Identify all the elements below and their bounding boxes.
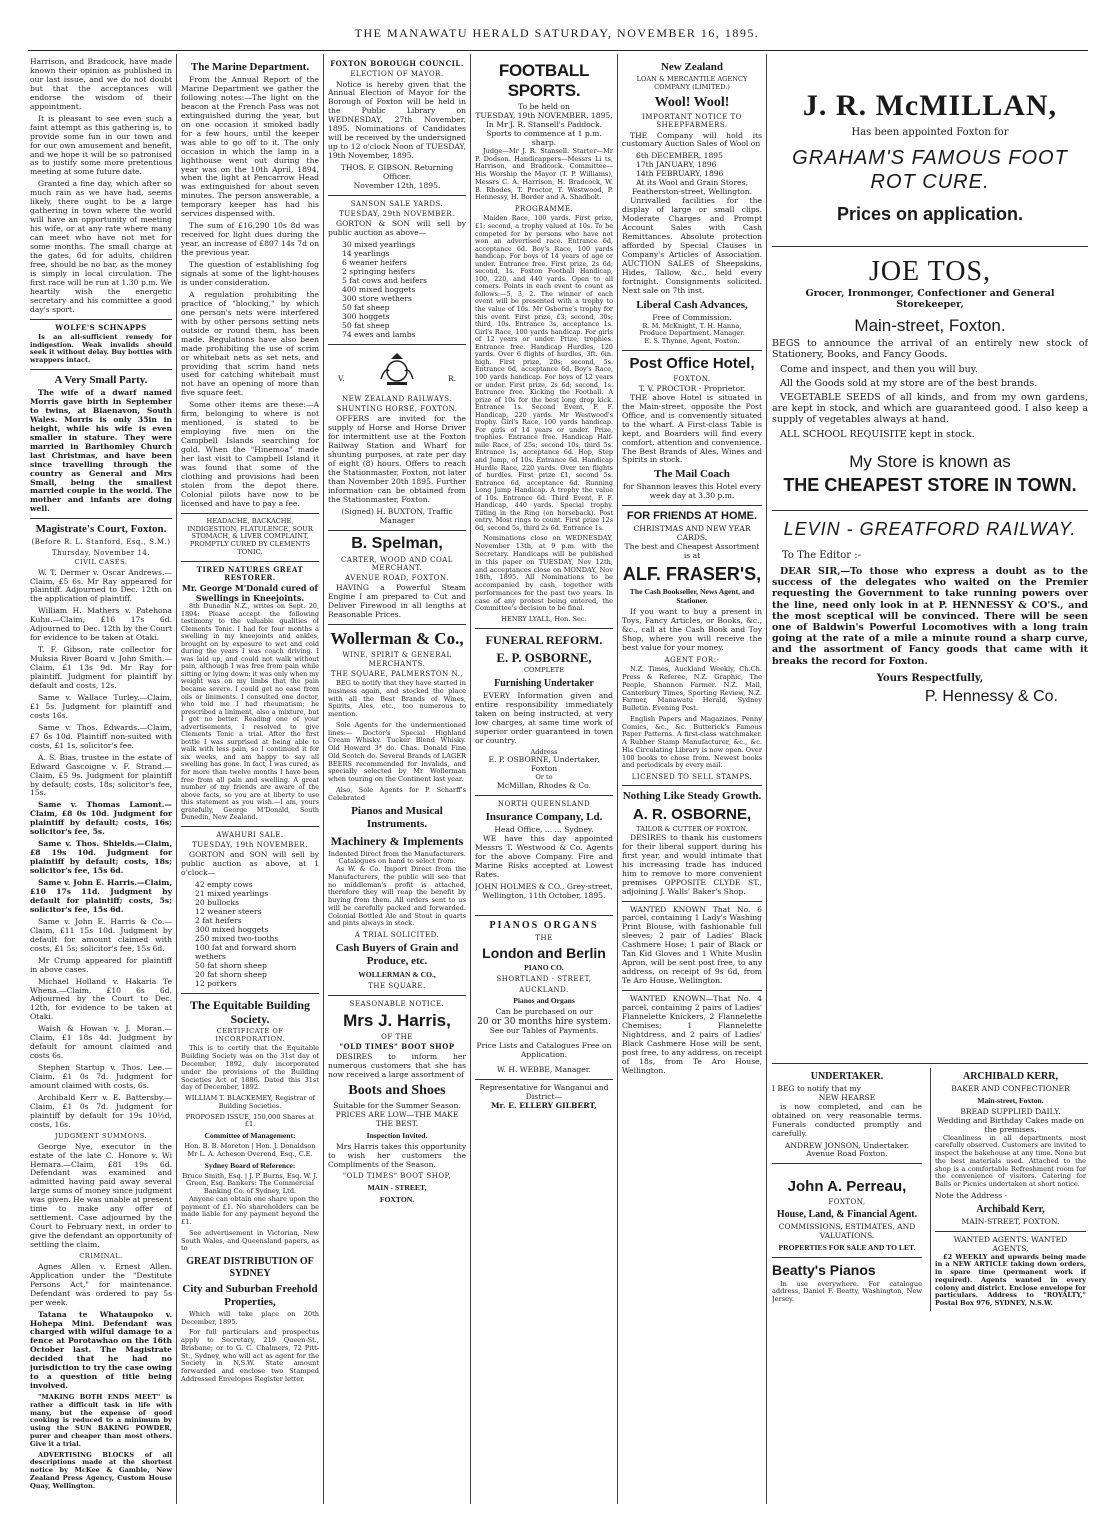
ad-heading: City and Suburban Freehold Properties, <box>182 1282 318 1308</box>
masthead: THE MANAWATU HERALD SATURDAY, NOVEMBER 16, 1895. <box>354 26 760 40</box>
ad-text: THE SQUARE. <box>368 982 426 991</box>
ad-heading: Pianos and Musical Instruments. <box>351 805 443 831</box>
column-ads-1 <box>328 58 466 1503</box>
ad-text: is now completed, and can be obtained on very reasonable terms. Funerals conducted promptly and carefully. <box>772 1101 922 1138</box>
list-item: 17th JANUARY, 1896 <box>636 160 717 170</box>
ad-heading: P. Hennessy & Co. <box>924 687 1058 705</box>
ad-text: WE have this day appointed Messrs T. Westwood & Co. Agents for the above Company. Fire and Marine Risks accepted at Lowest Rates. <box>475 834 613 879</box>
ad-text: PRICES ARE LOW—THE MAKE THE BEST. <box>335 1109 459 1128</box>
ad-text: HAVING a Powerful Steam Engine I am prepared to Cut and Deliver Firewood in all lengths at Reasonable Prices. <box>328 583 466 620</box>
ad-text: OFFERS are invited for the supply of Horse and Horse Driver for intermittent use at the Foxton Railway Station and Wharf for shunting purposes, at rate per day of eight (8) hours. Offers to reach the Stationmaster, Foxton, not later than November 20th 1895. Further information can be obtained from the Stationmaster, Foxton. <box>328 414 466 504</box>
ad-text: Note the Address - <box>935 1190 1008 1200</box>
ad-heading: Archibald Kerr, <box>976 1203 1045 1215</box>
list-item: 74 ewes and lambs <box>342 329 416 339</box>
list-item: 300 store wethers <box>342 294 412 304</box>
ad-heading: London and Berlin <box>482 944 606 961</box>
list-item: 14th FEBRUARY, 1896 <box>636 169 724 179</box>
ad-text: PROPOSED ISSUE, 150,000 Shares at £1. <box>185 1112 315 1129</box>
ad-subtitle: IMPORTANT NOTICE TO SHEEPFARMERS. <box>642 113 742 130</box>
ad-heading: John A. Perreau, <box>787 1178 907 1196</box>
ad-heading: Sydney Board of Reference: <box>204 1160 296 1170</box>
article-text: The question of establishing fog signals at some of the light-houses is under consideration. <box>181 260 319 287</box>
ad-text: Nominations close on WEDNESDAY, November 13th, at 9 p.m. with the Secretary. Handicaps will be published in this paper on TUESDAY, Nov 12th, and acceptances close on MONDAY, Nov 18th, 1895. All Nominations to be accompanied by cash, together with performances for the past two years. In case of any protest being entered, the Committee's decision to be final. <box>475 534 613 613</box>
ad-text: R. M. McKnight, T. H. Hanna, <box>642 321 742 330</box>
ad-text: All the Goods sold at my store are of the best brands. <box>780 377 1038 389</box>
article-text: A regulation prohibiting the practice of "blocking," by which one person's nets were interfered with by other persons setting nets outside or round them, has been made. Regulations have also been made prohibiting the use of scrim or whitebait nets as set nets, and providing that scrim hand nets used for catching whitebait must not have an opening of more than five square feet. <box>181 289 319 398</box>
ad-text: WILLIAM T. BLACKEMEY, Registrar of Building Societies. <box>185 1094 315 1110</box>
ad-text: Maiden Race, 100 yards. First prize, £1; second, a trophy valued at 10s. To be competed for by persons who have not won an advertised race. Entrance 6d, acceptance 6d. Boy's Race, 100 yards handicap. For boys of 14 years of age or under. Entrance free. First prize, 2s 6d; second, 1s. Foxton Football Handicap, 100, 220, and 440 yards. Open to all comers. Points in each event to count as follows:—5, 3, 2. The winner of each event will be presented with a trophy to the value of 10s. Mr Osborne's trophy for this event. First prize, £3; second, 30s; third, 10s. Entrance 3s, acceptance 1s. Girl's Race, 100 yards handicap. For girls of 12 years or under. Prize, trophies. Entrance free. Handicap Hurdles, 120 yards. Over 6 flights of hurdles, 3ft. 6in. high. First prize, 20s; second, 5s. Entrance 6d, acceptance 6d. Boy's Race, 100 yards handicap. For boys of 12 years or under. First prize, 2s 6d; second, 1s. Entrance free. Kicking the Football. A prize of 10s for the best long drop kick. Entrance 1s. Second Event, F. F. Handicap, 220 yards. Mr Westwood's trophy. Girl's Race, 100 yards handicap. For girls of 14 years or under. Prize, trophies. Entrance free. Handicap Half-mile Race, of 25s; second 10s, third 5s. Entrance 1s, acceptance 6d. Hop, Step and Jump, of 10s. Entrance 6d. Handicap Hurdle Race, 220 yards. Over ten flights of hurdles. First prize £1, second 5s. Entrance 6d, acceptance 6d. Running Long Jump Handicap. A trophy the value of 10s. Entrance 6d. Third Event, F. F. Handicap, 440 yards. Special trophy. Tilting in the Ring (on horseback). Post entry. Most rings to count. First prize 12s 6d, second 5s, third 2s 6d. Entrance 1s. <box>475 214 613 532</box>
ad-heading: PIANO CO. <box>524 963 564 973</box>
section-label: CERTIFICATE OF INCORPORATION. <box>215 1026 285 1043</box>
crest-icon <box>377 349 417 389</box>
ad-text: THE above Hotel is situated in the Main-street, opposite the Post Office, and is conveniently situated to the wharf. A First-class Table is kept, and Boarders will find every comfort, attention and convenience. The Best Brands of Ales, Wines and Spirits in stock. <box>622 392 762 465</box>
ad-heading: PROPERTIES FOR SALE AND TO LET. <box>778 1243 916 1253</box>
ad-subtitle: AVENUE ROAD, FOXTON. <box>345 574 449 583</box>
ad-text: N.Z. Times, Auckland Weekly, Ch.Ch. Press & Referee, N.Z. Graphic, The People, Shannon Farmer. N.Z. Mail, Canterbury Times, Sporting Review, N.Z. Farmer, Manawatu Herald, Sydney Bulletin. Evening Post. <box>622 665 762 713</box>
crest-letter-r: R. <box>447 373 456 383</box>
ad-heading: Mr. George M'Donald cured of Swellings in Kneejoints. <box>182 583 318 603</box>
section-label: CIVIL CASES. <box>74 557 128 566</box>
list-item: 2 springing heifers <box>342 267 416 277</box>
ad-heading: The Cash Bookseller, News Agent, and Stationer. <box>629 587 755 606</box>
ad-heading: ARCHIBALD KERR, <box>962 1071 1058 1082</box>
ad-text: Which will take place on 20th December, 1895. <box>181 1309 319 1326</box>
ad-text: Price Lists and Catalogues Free on Application. <box>476 1041 612 1060</box>
ad-title: AWAHURI SALE. <box>216 830 284 839</box>
list-item: 12 porkers <box>195 978 237 988</box>
ad-heading: Cash Buyers of Grain and Produce, etc. <box>335 942 459 968</box>
ad-text: As W. & Co. Import Direct from the Manufacturers, the public will see that no middleman's profit is attached, therefore they will reap the benefit by buying from them. All orders sent to us will be carefully packed and forwarded. Colonial Bottled Ale and Stout in quarts and pints always in stock. <box>328 865 466 928</box>
list-item: 300 hoggets <box>342 311 390 321</box>
ad-text: Mr. E. ELLERY GILBERT, <box>491 1101 597 1111</box>
ad-text: Unrivalled facilities for the display of large or small clips. Moderate Charges and Prompt Account Sales with Cash Remittances. Absolute protection afforded by Special Clauses in Company's Articles of Association. AUCTION SALES of Sheepskins, Hides, Tallow, &c., held every fortnight. Consignments solicited. Next sale on 7th inst. <box>622 196 762 295</box>
article-text: It is pleasant to see even such a faint attempt as this gathering is, to provide some fun in our town and for our own amusement and benefit, and we hope it will be so patronised as to justify some more pretentious meeting at some future date. <box>30 113 172 177</box>
ad-text: Wedding and Birthday Cakes made on the premises. <box>936 1115 1085 1134</box>
ad-text: Sports to commence at 1 p.m. sharp. <box>486 128 602 147</box>
case-entry: Tatana te Whataupoko v. Hohepa Mini. Defendant was charged with wilful damage to a fence at Porotawhao on the 16th October last. The Magistrate decided that he had no jurisdiction to try the case owing to a question of title being involved. <box>30 1309 172 1391</box>
ad-text: DESIRES to inform her numerous customers that she has now received a large assortment of <box>328 1052 466 1080</box>
ad-subtitle: CARTER, WOOD AND COAL MERCHANT. <box>341 555 453 572</box>
ad-text: For full particulars and prospectus apply to Secretary, 219 Queen-St., Brisbane; or to G. C. Chalmers, 72 Pitt-St., Sydney, who will act as agent for the Society in N.S.W. State amount forwarded and enclose two Stamped Addressed Envelopes Register letter. <box>181 1328 319 1383</box>
ad-text: E. S. Thynne, Agent, Foxton. <box>644 337 740 346</box>
ad-text: CHRISTMAS AND NEW YEAR CARDS. <box>633 524 751 543</box>
ad-heading: J. R. McMILLAN, <box>802 89 1058 122</box>
list-item: 2 fat heifers <box>195 916 242 925</box>
case-entry: Same v. Thos. Shields.—Claim, £8 19s 10d. Judgment for plaintiff by default; costs, 18s; solicitor's fee, 15s 6d. <box>30 839 172 876</box>
ad-text: In Mr J. R. Stansell's Paddock. <box>485 120 603 129</box>
list-item: 250 mixed two-tooths <box>195 933 279 943</box>
column-ads-4 <box>772 58 1088 1503</box>
case-entry: Stephen Startup v. Thos. Lee.—Claim, £1 0s 7d. Judgment for amount claimed with costs, 6s. <box>30 1063 172 1091</box>
ad-text: GORTON & SON will sell by public auction as above— <box>328 219 466 238</box>
ad-text: FOXTON, <box>828 1198 866 1207</box>
ad-text: To be held on <box>518 102 570 112</box>
article-date: Thursday, November 14. <box>51 548 151 557</box>
sub-column-left <box>772 1068 922 1307</box>
ad-heading: FOXTON. <box>379 1194 415 1204</box>
ad-title: SEASONABLE NOTICE. <box>349 999 445 1008</box>
ad-text: Anyone can obtain one share upon the payment of £1. No shareholders can be made liable for any payment beyond the £1. <box>181 1194 319 1227</box>
list-item: 20 fat shorn sheep <box>195 969 267 979</box>
list-item: 6 weaner heifers <box>342 258 407 268</box>
ad-text: At its Wool and Grain Stores, Featherston-street, Wellington. <box>631 178 752 197</box>
ad-text: Suitable for the Summer Season. <box>333 1100 461 1110</box>
ad-subtitle: PROGRAMME. <box>514 205 574 214</box>
ad-text: LOAN & MERCANTILE AGENCY COMPANY (LIMITED.) <box>636 74 748 91</box>
ad-text: Notice is hereby given that the Annual Election of Mayor for the Borough of Foxton will be held in the Public Library on WEDNESDAY, 27th November, 1895. Nominations of Candidates will be received by the undersigned up to 12 o'clock Noon of TUESDAY, 19th November, 1895. <box>328 79 466 161</box>
ad-heading: Liberal Cash Advances, <box>636 298 748 311</box>
list-item: 20 bullocks <box>195 898 240 908</box>
ad-text: ALL SCHOOL REQUISITE kept in stock. <box>780 428 975 440</box>
ad-text: Has been appointed Foxton for <box>851 127 1009 139</box>
article-text: The sum of £16,290 10s 8d was received for light dues during the year, an increase of £807 14s 7d on the previous year. <box>181 221 319 258</box>
case-entry: Same v. Wallace Turley.—Claim, £1 5s. Judgment for plaintiff and costs 16s. <box>30 692 172 720</box>
list-item: 300 mixed hoggets <box>195 924 269 934</box>
article-text: Granted a fine day, which after so much rain as we have had, seems likely, there ought to be a large gathering in town where the world will have an opportunity of meeting his wife, or at any rate where many can meet who have not met for some months. The small charge at the gates, 6d for adults, children free, should be no bar, as the money is simply in local circulation. The first race will be run at 1.30 p.m. We heartily wish the energetic secretary and his committee a good day's sport. <box>30 179 172 314</box>
ad-text: JOHN HOLMES & CO., Grey-street, Wellington, 11th October, 1895. <box>475 881 613 900</box>
ad-heading: Prices on application. <box>836 204 1024 225</box>
article-heading: A Very Small Party. <box>54 374 148 386</box>
ad-text: T. V. PROCTOR - Proprietor. <box>638 383 746 393</box>
list-item: 21 mixed yearlings <box>195 889 269 899</box>
article-subheading: (Before R. L. Stanford, Esq., S.M.) <box>31 538 171 547</box>
ad-text: ANDREW JONSON, Undertaker. Avenue Road Foxton. <box>784 1140 910 1159</box>
ad-text: AUCKLAND. <box>519 985 569 994</box>
ad-heading: Furnishing Undertaker <box>494 678 594 690</box>
ad-text: Cleanliness in all departments most carefully observed. Customers are invited to inspect the bakehouse at any time. None but the best materials used. Attached to the shop is a comfortable Refreshment room for the convenience of visitors. Catering for Balls or Picnics undertaken at short notice. <box>935 1133 1086 1189</box>
ad-text: English Papers and Magazines, Penny Comics, &c., &c. Butterick's Famous Paper Patterns. A first-class watchmaker. A Rubber Stamp Manufacturer, &c., &c. His Circulating Library is now open. Over 100 books to chose from. Newest books and periodicals by every mail. <box>622 714 762 770</box>
ad-heading: LEVIN - GREATFORD RAILWAY. <box>783 519 1077 539</box>
ad-heading: E. P. OSBORNE, <box>496 650 592 666</box>
ad-text: Indented Direct from the Manufacturers. Catalogues on hand to select from. <box>328 849 466 866</box>
ad-heading: Beatty's Pianos <box>772 1262 876 1279</box>
ad-title: NEW ZEALAND RAILWAYS. <box>342 394 452 403</box>
ad-heading: WOLLERMAN & CO., <box>358 970 436 980</box>
ad-text: EVERY Information given and entire responsibility immediately taken on being instructed, at very low charges, at same time work of superior order guaranteed in town or country. <box>475 690 613 745</box>
ad-title: TIRED NATURES GREAT RESTORER. <box>196 564 304 582</box>
masthead-rule <box>28 50 1088 51</box>
ad-text: GORTON and SON will sell by public auction as above, at 1 o'clock— <box>181 850 319 878</box>
ad-text: See advertisement in Victorian, New South Wales, and Queensland papers, as to <box>181 1228 319 1253</box>
list-item: 100 fat and forward shorn wethers <box>195 942 297 961</box>
ad-text: Free of Commission. <box>652 312 732 322</box>
divider <box>772 1063 1088 1064</box>
ad-heading: FOOTBALL SPORTS. <box>498 61 590 101</box>
ad-heading: MAIN - STREET, <box>367 1182 427 1192</box>
case-entry: Same v. John E. Harris & Co.—Claim, £11 15s 10d. Judgment by default for amount claimed with costs, £1 5s; solicitor's fee, 15s 6d. <box>30 916 172 953</box>
ad-text: OF THE <box>381 1032 413 1041</box>
ad-text: Head Office, ... ... Sydney. <box>494 825 594 835</box>
ad-text: WANTED AGENTS. WANTED AGENTS. <box>953 1234 1068 1253</box>
ad-text: THOS. F. GIBSON. Returning Officer. <box>340 163 454 182</box>
ad-date: TUESDAY, 19th NOVEMBER. <box>192 841 308 850</box>
ad-text: Is an all-sufficient remedy for indigestion. Weak invalids should seek it without delay. Buy bottles with wrappers intact. <box>30 332 172 365</box>
ad-heading: My Store is known as <box>849 451 1011 471</box>
ad-heading: ALF. FRASER'S, <box>622 564 762 585</box>
article-text: Harrison, and Bradcock, have made known their opinion as published in our last issue, and we do not doubt but that the acceptances will endorse the wisdom of their appointment. <box>30 58 172 111</box>
ad-heading: JOE TOS, <box>868 255 992 287</box>
ad-text: ADVERTISING BLOCKS of all descriptions made at the shortest notice by McKee & Gamble, New Zealand Press Agency, Custom House Quay, Wellington. <box>30 1450 172 1490</box>
ad-text: BEG to notify that they have started in business again, and stocked the place with all the Best Brands of Wines, Spirits, Ales, etc., too numerous to mention. <box>328 679 466 719</box>
section-label: JUDGMENT SUMMONS. <box>54 1131 148 1140</box>
ad-heading: Nothing Like Steady Growth. <box>622 790 762 803</box>
ad-subtitle: WINE, SPIRIT & GENERAL MERCHANTS. <box>342 651 452 668</box>
ad-text: WANTED KNOWN—That No. 4 parcel, containing 2 pairs of Ladies' Flannelette Knickers, 2 Flannelette Chemises; 1 Flannelette Nightdress, and 2 pairs of Ladies' Black Cashmere Hose will be sent, post free, to any address, on receipt of 18s, from Te Aro House, Wellington. <box>622 994 762 1075</box>
list-item: 50 fat shorn sheep <box>195 960 267 970</box>
list-item: 50 fat sheep <box>342 320 390 330</box>
royal-crest <box>328 349 466 393</box>
ad-text: SHORTLAND - STREET, <box>496 975 592 984</box>
ad-heading: Wool! Wool! <box>654 94 730 110</box>
ad-text: THE Company will hold its customary Auction Sales of Wool on <box>622 130 762 149</box>
case-entry: A. S. Bias, trustee in the estate of Edward Gascoigne v. F. Strand.—Claim, £5 9s. Judgment for plaintiff by default; costs, 18s; solicitor's fee, 15s. <box>30 752 172 798</box>
ad-text: FOXTON. <box>673 374 711 383</box>
ad-text: Produce Department. Manager. <box>639 329 745 338</box>
crest-letter-v: V. <box>338 373 345 383</box>
case-entry: Agnes Allen v. Ernest Allen. Application under the "Destitute Persons Act," for maintenance. Defendant was ordered to pay 5s per week. <box>30 1261 172 1307</box>
ad-heading: Main-street, Foxton. <box>977 1095 1044 1105</box>
ad-text: Representative for Wanganui and District— <box>479 1083 609 1102</box>
ad-heading: GREAT DISTRIBUTION OF SYDNEY <box>186 1256 314 1280</box>
ad-heading: Main-street, Foxton. <box>854 316 1006 336</box>
ad-text: HEADACHE, BACKACHE, INDIGESTION, FLATULENCE, SOUR STOMACH, & LIVER COMPLAINT, PROMPTLY CURED BY CLEMENTS TONIC. <box>187 516 313 556</box>
ad-text: The best and Cheapest Assortment is at <box>624 542 760 561</box>
ad-text: Sole Agents for the undermentioned lines:— Doctor's Special Highland Cream Whisky. Tucker Blend Whisky. Old Howard 3* do. Chas. Donald Fine Old Scotch do. Several Brands of LAGER BEERS recommended for Invalids, and specially selected by Mr Wollerman when touring on the Continent last year. <box>328 720 466 784</box>
ad-title: SANSON SALE YARDS. <box>350 199 444 208</box>
case-entry: Archibald Kerr v. E. Battersby.—Claim, £1 0s 7d. Judgment for plaintiff by default for 19s 10½d, costs, 16s. <box>30 1093 172 1129</box>
ad-text: VEGETABLE SEEDS of all kinds, and from my own gardens, are kept in stock, and which are guaranteed good. I also keep a supply of vegetables always at hand. <box>772 391 1088 426</box>
ad-text: Bruce Smith, Esq. | J. P. Burns, Esq. W. J. Green, Esq. Bankers: The Commercial Banking Co. of Sydney, Ltd. <box>182 1171 318 1196</box>
ad-text: Come and inspect, and then you will buy. <box>780 363 978 375</box>
ad-text: (Signed) H. BUXTON, Traffic Manager <box>341 506 453 525</box>
ad-title: NORTH QUEENSLAND <box>497 800 591 809</box>
ad-heading: New Zealand <box>660 61 724 73</box>
ad-text: Judge—Mr J. R. Stansell. Starter—Mr P. Dodson. Handicappers—Messrs Li ts, Harrison, and Bradcock. Committee—His Worship the Mayor (T. P. Williams), Messrs C. A. Harrison, H. Bradcock, W. B. Rhodes, T. Proctor, T. Westwood, P. Hennessy, H. Border and A. Shadbolt. <box>475 146 613 202</box>
column-ads-3 <box>622 58 762 1503</box>
ad-text: 20 or 30 months hire system. <box>477 1016 611 1027</box>
ad-text: Also, Sole Agents for P. Scharff's Celebrated <box>328 785 466 802</box>
case-entry: George Nye, executor in the estate of the late C. Honore v. Wi Hemara.—Claim, £81 19s 6d. Defendant was examined and admitted having paid away several large sums of money since judgment was given. He was unable at present time to make any offer of settlement. Case adjourned by the Court to February next, in order to give the defendant an opportunity of settling the claim. <box>30 1141 172 1250</box>
ad-text: NEW HEARSE <box>818 1092 876 1102</box>
ad-title: WOLFE'S SCHNAPPS <box>55 322 147 332</box>
column-divider <box>766 54 767 1504</box>
column-divider <box>323 54 324 1504</box>
ad-text: Can be purchased on our <box>495 1006 593 1016</box>
ad-heading: House, Land, & Financial Agent. <box>776 1209 918 1221</box>
case-entry: Michael Holland v. Hakaria Te Whena.—Claim, £10 6s 6d. Adjourned by the Court to Dec. 12th, for evidence to be taken at Otaki. <box>30 976 172 1022</box>
ad-text: for Shannon leaves this Hotel every week day at 3.30 p.m. <box>623 482 761 501</box>
ad-heading: Machinery & Implements <box>330 834 464 849</box>
case-entry: Mr Crump appeared for plaintiff in above cases. <box>30 955 172 974</box>
list-item: 12 weaner steers <box>195 907 262 917</box>
column-ads-2 <box>475 58 613 1503</box>
case-entry: Same v. Thos. Edwards.—Claim, £7 6s 10d. Plaintiff non-suited with costs, £1 1s, solicitor's fee. <box>30 722 172 750</box>
ad-text: Grocer, Ironmonger, Confectioner and General Storekeeper, <box>805 287 1055 310</box>
ad-heading: The Equitable Building Society. <box>189 997 311 1026</box>
ad-heading: Pianos and Organs <box>513 995 575 1005</box>
ad-heading: FUNERAL REFORM. <box>485 632 603 647</box>
article-text: The wife of a dwarf named Morris gave birth in September to twins, at Blaenavon, South Wales. Morris is only 35in in height, while his wife is even smaller in stature. They were married in Barthomley Church last Christmas, and have been since travelling through the country as General and Mrs Small, being the smallest married couple in the world. The mother and infants are doing well. <box>30 387 172 514</box>
ad-text: BREAD SUPPLIED DAILY. <box>960 1106 1061 1116</box>
ad-heading: A. R. OSBORNE, <box>632 806 752 824</box>
list-item: 30 mixed yearlings <box>342 240 416 250</box>
ad-text: November 12th, 1895. <box>353 180 441 190</box>
ad-text: BAKER AND CONFECTIONER <box>951 1083 1070 1093</box>
ad-text: Yours Respectfully, <box>876 672 984 684</box>
ad-text: If you want to buy a present in Toys, Fancy Articles, or Books, &c., &c., call at the Cash Book and Toy Shop, where you will receive the best value for your money. <box>622 607 762 653</box>
ad-title: FOXTON BOROUGH COUNCIL. <box>330 59 464 68</box>
ad-text: THE <box>535 933 553 942</box>
ad-heading: Mrs J. Harris, <box>343 1010 451 1030</box>
list-item: 50 fat sheep <box>342 303 390 313</box>
ad-text: DESIRES to thank his customers for their liberal support during his first year, and would intimate that his increasing trade has induced him to remove to more convenient premises OPPOSITE CLYDE ST., adjoining J. Walls' Baker's Shop. <box>622 832 762 896</box>
ad-text: This is to certify that the Equitable Building Society was on the 31st day of December, 1892, duly incorporated under the provisions of the Building Societies Act of 1886. Dated this 31st day of December, 1892. <box>181 1044 319 1092</box>
ad-text: In use everywhere. For catalogue address, Daniel F. Beatty, Washington, New Jersey. <box>772 1279 922 1304</box>
column-marine <box>181 58 319 1503</box>
case-entry: Walsh & Howan v. J. Moran.—Claim, £1 18s 4d. Judgment by default for amount claimed and costs 6s. <box>30 1024 172 1061</box>
case-entry: T. F. Gibson, rate collector for Muksia River Board v. John Smith.—Claim, £1 13s 9d. Mr Ray for plaintiff. Judgment for plaintiff by default and costs, 12s. <box>30 645 172 690</box>
ad-text: Or to <box>535 773 553 782</box>
case-entry: W. T. Dermer v. Oscar Andrews.—Claim, £5 6s. Mr Ray appeared for plaintiff. Adjourned to Dec. 12th on the application of plaintiff. <box>30 567 172 604</box>
ad-subtitle: THE SQUARE, PALMERSTON N., <box>330 669 464 678</box>
ad-heading: Insurance Company, Ld. <box>485 811 603 824</box>
ad-date: TUESDAY, 29th NOVEMBER. <box>339 210 455 219</box>
ad-heading: Post Office Hotel, <box>629 354 755 372</box>
case-entry: William H. Mathers v. Patehona Kuhu.—Claim, £16 17s 6d. Adjourned to Dec. 12th by the Court for evidence to be taken at Otaki. <box>30 606 172 643</box>
ad-text: DEAR SIR,—To those who express a doubt as to the success of the delegates who waited on the Premier requesting the Government to take running powers over the line, need only look in at P. HENNESSY & CO'S., and the most sceptical will be convinced. There will be seen one of Baldwin's Powerful Locomotives with a long train going at the rate of a mile a minute round a sharp curve, and the assortment of Fancy goods that came with it breaks the record for Foxton. <box>772 566 1088 667</box>
ad-text: TUESDAY, 19th NOVEMBER, 1895, <box>475 111 613 121</box>
column-news <box>30 58 172 1503</box>
ad-heading: FOR FRIENDS AT HOME. <box>626 510 758 523</box>
ad-text: A TRIAL SOLICITED. <box>354 931 440 940</box>
ad-text: TAILOR & CUTTER OF FOXTON. <box>636 825 748 834</box>
ad-text: E. P. OSBORNE, Undertaker, Foxton <box>488 755 600 774</box>
column-divider <box>617 54 618 1504</box>
ad-text: 8th Dunedin N.Z., writes on Sept. 20, 1894: Please accept the following testimony to the valuable qualities of Clements Tonic. I had for four months a swelling in my kneejoints and ankles, brought on by exposure to wet and cold during the years I was coach driving. I was laid up, and could not walk without pain, although I was free from pain while sitting or lying down; it was only when my weight was on my limbs that the pain became severe. I could get no ease from oils or liniments. I consulted one doctor, who told me I had rheumatism; he prescribed a liniment, also a mixture, but I got no better. Reading one of your advertisements, I resolved to give Clements Tonic a trial. After the first bottle I was surprised at being able to walk with less pain, so I continued it for six weeks, and am happy to say all swelling has gone. In fact, I was cured, as for more than twelve months I have been free from all pain and swelling. A great number of my friends are aware of the above facts, so you are at liberty to use this statement as you wish.—I am, yours gratefully, George M'Donald, South Dunedin, New Zealand. <box>181 601 319 822</box>
ad-text: See our Tables of Payments. <box>489 1026 599 1036</box>
ad-subtitle: AGENT FOR:- <box>664 655 720 664</box>
ad-heading: PIANOS ORGANS <box>489 919 599 931</box>
sale-dates <box>622 152 762 179</box>
ad-text: MAIN-STREET, FOXTON. <box>961 1216 1060 1226</box>
ad-text: Hon. B. B. Moreton | Hon. J. Donaldson Mr L. A. Acheson Overend, Esq., C.E. <box>184 1142 316 1158</box>
ad-text: HENRY LYALL, Hon. Sec. <box>501 615 587 624</box>
article-text: Some other items are these:—A firm, belonging to where is not mentioned, is stated to be employing five men on the Campbell Islands searching for gold. When the "Hinemoa" made her last visit to Campbell Island it was found that some of the clothing and provisions had been stolen from the depot there. Colonial pilots have now to be licensed and have to pay a fee. <box>181 400 319 508</box>
list-item: 400 mixed hoggets <box>342 285 416 295</box>
ad-text: "MAKING BOTH ENDS MEET" is rather a difficult task in life with many, but the expense of good cooking is reduced to a minimum by using the SUN BAKING POWDER, purer and cheaper than most others. Give it a trial. <box>30 1393 172 1448</box>
ad-text: To The Editor :- <box>782 550 861 562</box>
ad-heading: B. Spelman, <box>351 534 443 552</box>
ad-heading: Boots and Shoes <box>348 1083 446 1099</box>
case-entry: Same v. John E. Harris.—Claim, £10 17s 11d. Judgment by default for plaintiff; costs, 5s; solicitor's fee, 15s 6d. <box>30 878 172 914</box>
ad-heading: GRAHAM'S FAMOUS FOOT ROT CURE. <box>792 147 1068 193</box>
ad-subtitle: "OLD TIMES" BOOT SHOP <box>339 1042 455 1052</box>
stock-list <box>328 241 466 339</box>
ad-heading: Inspection Invited. <box>366 1130 428 1140</box>
ad-text: BEGS to announce the arrival of an entirely new stock of Stationery, Books, and Fancy Goods. <box>772 338 1088 361</box>
ad-subtitle: ELECTION OF MAYOR. <box>350 70 444 79</box>
ad-text: COMPLETE <box>523 666 565 675</box>
ad-text: WANTED KNOWN That No. 6 parcel, containing 1 Lady's Washing Print Blouse, with fashionable full sleeves; 2 pair of Ladies' Black Cashmere Hose; 1 pair of Black or Tan Kid Gloves and 1 White Muslin Apron, will be sent post free, to any address, on receipt of 9s 6d, from Te Aro House, Wellington. <box>622 904 762 986</box>
list-item: 14 yearlings <box>342 249 390 259</box>
ad-text: W. H. WEBBE, Manager. <box>497 1065 591 1075</box>
ad-text: Mrs Harris takes this opportunity to wish her customers the Compliments of the Season. <box>328 1141 466 1169</box>
ad-heading: THE CHEAPEST STORE IN TOWN. <box>783 474 1077 495</box>
ad-text: LICENSED TO SELL STAMPS. <box>631 773 753 782</box>
case-entry: Same v. Thomas Lamont.—Claim, £8 0s 10d. Judgment for plaintiff by default; costs, 16s; solicitor's fee, 5s. <box>30 800 172 837</box>
column-divider <box>176 54 177 1504</box>
ad-text: I BEG to notify that my <box>772 1083 861 1093</box>
ad-heading: Wollerman & Co., <box>330 629 464 649</box>
list-item: 42 empty cows <box>195 880 253 890</box>
ad-text: "OLD TIMES" BOOT SHOP, <box>342 1172 452 1181</box>
list-item: 5 fat cows and heifers <box>342 276 428 286</box>
ad-heading: The Mail Coach <box>654 468 730 481</box>
section-label: CRIMINAL. <box>79 1252 123 1261</box>
ad-text: COMMISSIONS, ESTIMATES, AND VALUATIONS. <box>778 1222 916 1241</box>
stock-list <box>181 881 319 988</box>
ad-text: Address <box>530 747 558 756</box>
ad-text: £2 WEEKLY and upwards being made in a NEW ARTICLE taking down orders, in spare time (permanent work if required). Agents wanted in every colony and district. Enclose envelope for particulars. Address to "ROYALTY," Postal Box 976, SYDNEY, N.S.W. <box>935 1252 1086 1308</box>
article-heading: Magistrate's Court, Foxton. <box>35 523 167 536</box>
column-divider <box>470 54 471 1504</box>
article-text: From the Annual Report of the Marine Department we gather the following notes:—The light on the beacon at the French Pass was not extinguished during the year, but on one occasion it smoked badly for a few hours, until the keeper was able to go off to it. The only occasion in which the lamp in a lighthouse went out during the year was on the 10th April, 1894, when the light at Pencarrow Head was extinguished for about seven minutes. The person answerable, a temporary keeper has had his services dispensed with. <box>181 74 319 219</box>
ad-subtitle: SHUNTING HORSE, FOXTON. <box>336 405 458 414</box>
ad-heading: Committee of Management: <box>204 1131 296 1141</box>
ad-heading: UNDERTAKER. <box>810 1071 884 1082</box>
article-heading: The Marine Department. <box>190 61 310 73</box>
list-item: 6th DECEMBER, 1895 <box>636 151 723 161</box>
ad-text: McMillan, Rhodes & Co. <box>496 781 592 791</box>
sub-column-right <box>930 1068 1086 1311</box>
